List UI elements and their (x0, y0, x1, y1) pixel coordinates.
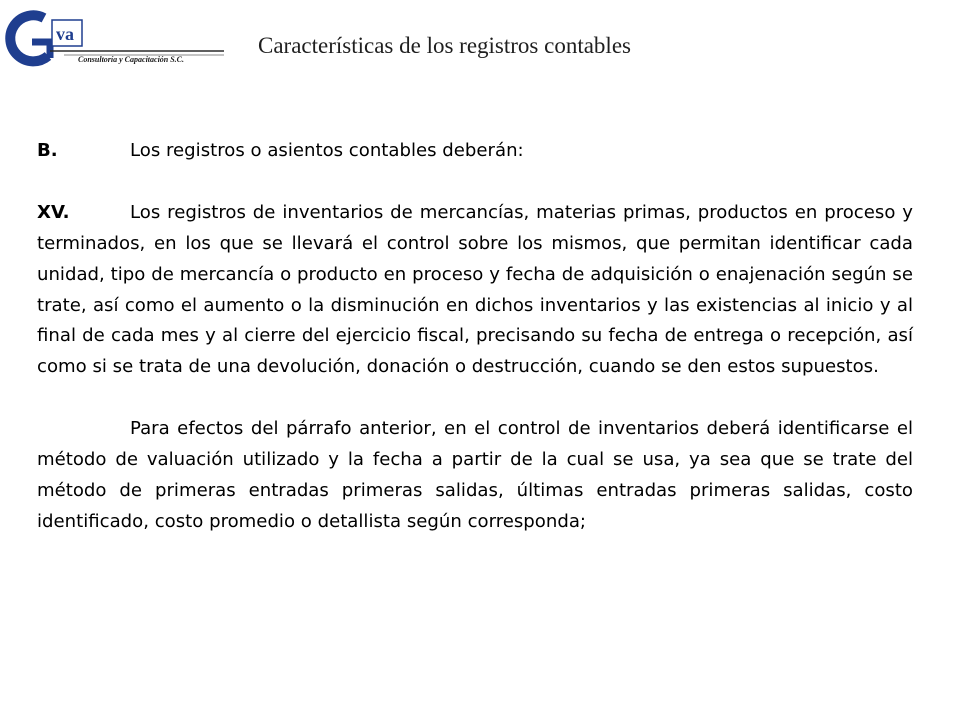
item-label: XV. (37, 201, 70, 223)
svg-text:va: va (56, 24, 74, 44)
followup-paragraph (37, 414, 913, 538)
section-label: B. (37, 140, 58, 161)
item-text: Los registros de inventarios de mercancías, materias primas, productos en proceso y terminados, en los que se llevará el control sobre los mismos, que permitan identificar cada unidad, tipo de mercancía o producto en proceso y fecha de adquisición o enajenación según se trate, así como el aumento o la disminución en dichos inventarios y las existencias al inicio y al final de cada mes y al cierre del ejercicio fiscal, precisando su fecha de entrega o recepción, así como si se trata de una devolución, donación o destrucción, cuando se den estos supuestos. (37, 201, 913, 378)
paragraph-text: Para efectos del párrafo anterior, en el control de inventarios deberá identificarse el método de valuación utilizado y la fecha a partir de la cual se usa, ya sea que se trate del método de primeras entradas primeras salidas, últimas entradas primeras salidas, costo identificado, costo promedio o detallista según corresponda; (37, 418, 913, 532)
section-text: Los registros o asientos contables deberán: (130, 140, 524, 161)
section-heading (37, 136, 913, 167)
page-title: Características de los registros contables (258, 33, 631, 58)
document-body (37, 136, 913, 538)
item-paragraph (37, 198, 913, 383)
logo-caption: Consultoría y Capacitación S.C. (78, 55, 185, 64)
